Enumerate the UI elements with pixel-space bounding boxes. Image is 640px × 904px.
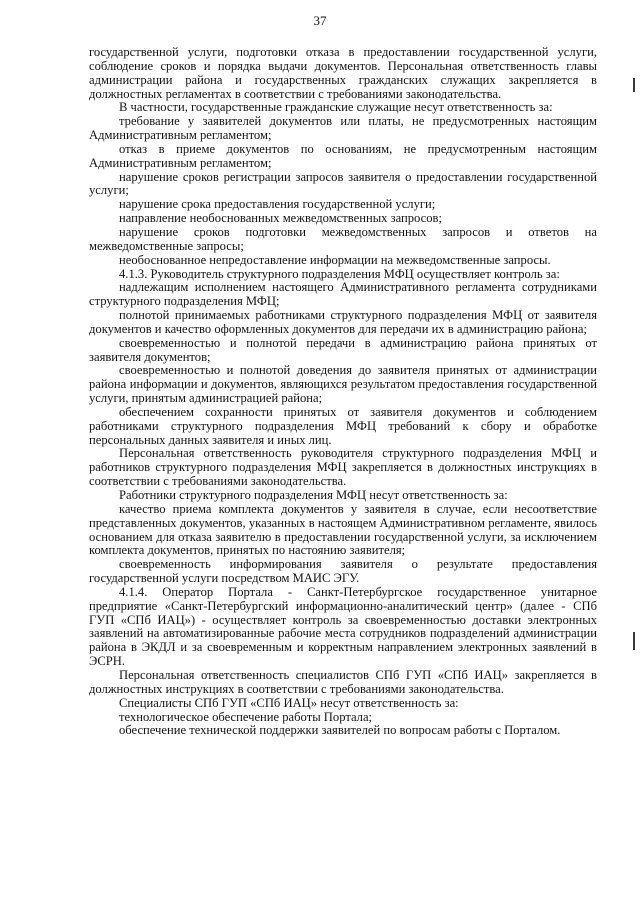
paragraph: Персональная ответственность руководителя структурного подразделения МФЦ и работников структурного подразделения МФЦ закрепляется в должностных инструкциях в соответствии с требованиями законодательства. bbox=[89, 446, 597, 489]
paragraph: нарушение сроков регистрации запросов заявителя о предоставлении государственной услуги; bbox=[89, 169, 597, 198]
paragraph: нарушение сроков подготовки межведомственных запросов и ответов на межведомственные запросы; bbox=[89, 224, 597, 253]
paragraph: качество приема комплекта документов у заявителя в случае, если несоответствие представленных документов, указанных в настоящем Административном регламенте, явилось основанием для отказа заявителю в предоставлении государственной услуги, за исключением комплекта документов, принятых по настоянию заявителя; bbox=[89, 501, 597, 558]
paragraph: направление необоснованных межведомственных запросов; bbox=[119, 211, 442, 226]
paragraph: государственной услуги, подготовки отказа в предоставлении государственной услуги, соблюдение сроков и порядка выдачи документов. Персональная ответственность главы администрации района и государственных гражданских служащих закрепляется в должностных регламентах в соответствии с требованиями законодательства. bbox=[89, 45, 597, 101]
page-number: 37 bbox=[313, 13, 327, 28]
document-body bbox=[89, 46, 597, 738]
paragraph: обеспечением сохранности принятых от заявителя документов и соблюдением работниками структурного подразделения МФЦ требований к сбору и обработке персональных данных заявителя и иных лиц. bbox=[89, 404, 597, 447]
scan-edge-mark bbox=[633, 632, 635, 650]
scan-edge-mark bbox=[633, 78, 635, 92]
section-heading-4-1-3: 4.1.3. Руководитель структурного подразделения МФЦ осуществляет контроль за: bbox=[119, 266, 560, 281]
section-heading-4-1-4: 4.1.4. Оператор Портала - Санкт-Петербургское государственное унитарное предприятие «Санкт-Петербургский информационно-аналитический центр» (далее - СПб ГУП «СПб ИАЦ») - осуществляет контроль за своевременностью доставки электронных заявлений на автоматизированные рабочие места сотрудников подразделений администрации района в ЭКДЛ и за своевременным и корректным направлением электронных заявлений в ЭСРН. bbox=[89, 584, 597, 669]
paragraph: Специалисты СПб ГУП «СПб ИАЦ» несут ответственность за: bbox=[119, 695, 459, 710]
paragraph: нарушение срока предоставления государственной услуги; bbox=[119, 197, 436, 212]
paragraph: технологическое обеспечение работы Портала; bbox=[119, 709, 373, 724]
paragraph: Работники структурного подразделения МФЦ несут ответственность за: bbox=[119, 488, 508, 502]
paragraph: Персональная ответственность специалистов СПб ГУП «СПб ИАЦ» закрепляется в должностных инструкциях в соответствии с требованиями законодательства. bbox=[89, 667, 597, 696]
paragraph: полнотой принимаемых работниками структурного подразделения МФЦ от заявителя документов и качество оформленных документов для передачи их в администрацию района; bbox=[89, 308, 597, 336]
paragraph: отказ в приеме документов по основаниям, не предусмотренным настоящим Административным регламентом; bbox=[89, 141, 597, 170]
paragraph: обеспечение технической поддержки заявителей по вопросам работы с Порталом. bbox=[119, 723, 561, 738]
paragraph: необоснованное непредоставление информации на межведомственные запросы. bbox=[119, 252, 551, 267]
paragraph: своевременность информирования заявителя о результате предоставления государственной услуги посредством МАИС ЭГУ. bbox=[89, 557, 597, 586]
paragraph: своевременностью и полнотой доведения до заявителя принятых от администрации района информации и документов, являющихся результатом предоставления государственной услуги, принятым администрацией района; bbox=[89, 363, 597, 406]
paragraph: своевременностью и полнотой передачи в администрацию района принятых от заявителя документов; bbox=[89, 335, 597, 364]
paragraph: требование у заявителей документов или платы, не предусмотренных настоящим Административным регламентом; bbox=[89, 114, 597, 143]
paragraph: надлежащим исполнением настоящего Административного регламента сотрудниками структурного подразделения МФЦ; bbox=[89, 280, 597, 309]
paragraph: В частности, государственные гражданские служащие несут ответственность за: bbox=[119, 100, 553, 115]
